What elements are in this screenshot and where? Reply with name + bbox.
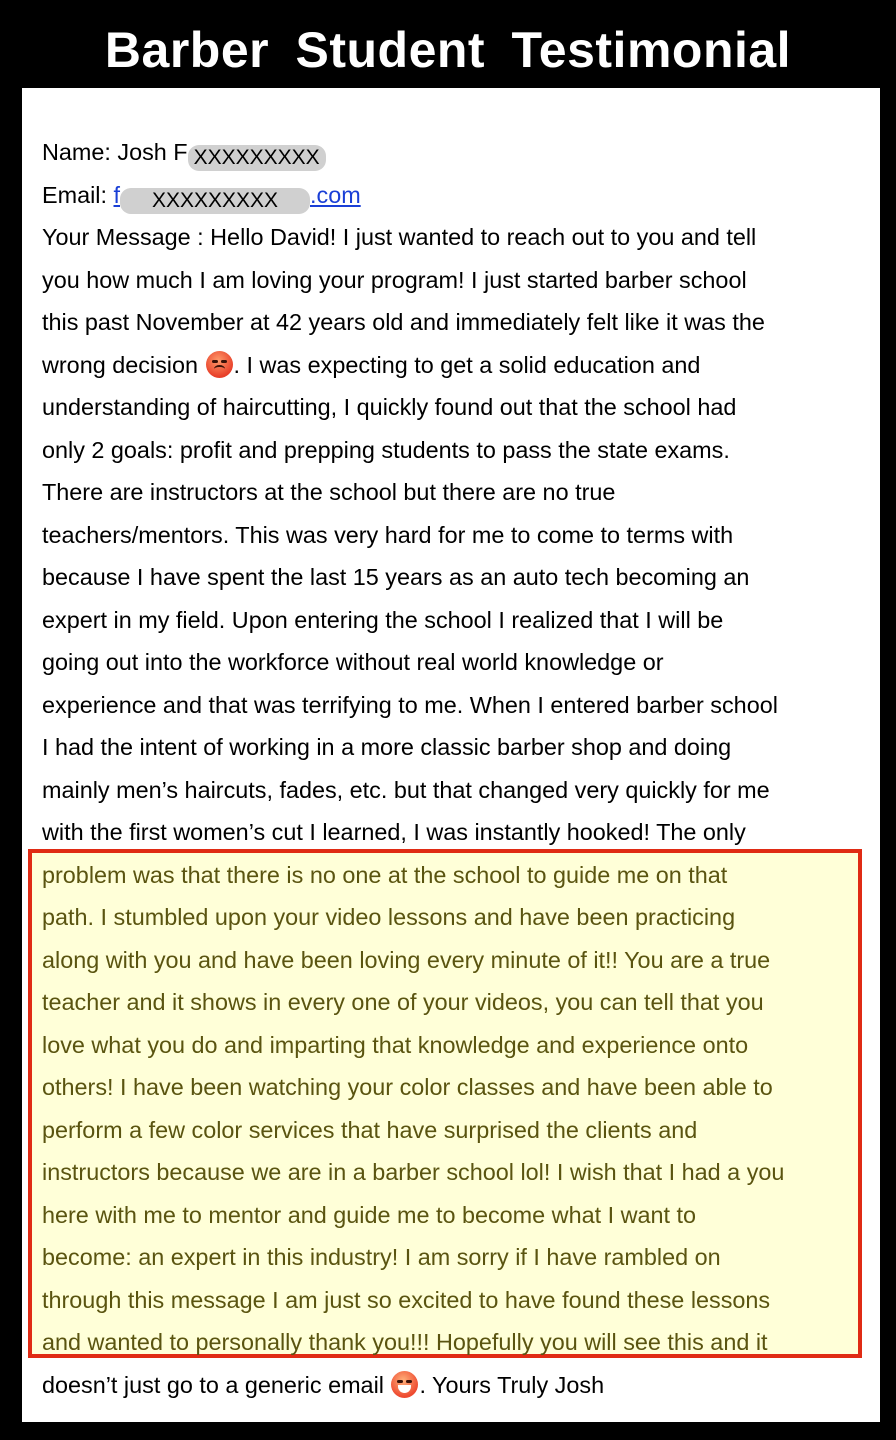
message-line: this past November at 42 years old and immediately felt like it was the [42,309,765,335]
redacted-email: XXXXXXXXX [120,188,310,214]
message-line: teachers/mentors. This was very hard for me to come to terms with [42,521,734,548]
message-line: Your Message : Hello David! I just wanted to reach out to you and tell [42,224,757,250]
disappointed-face-icon [206,351,233,378]
message-line: I had the intent of working in a more classic barber shop and doing [42,734,732,760]
closing-fragment: doesn’t just go to a generic email [42,1371,384,1398]
name-line [42,131,878,174]
email-line [42,174,878,217]
message-line: going out into the workforce without real world knowledge or [42,649,664,675]
message-line: understanding of haircutting, I quickly found out that the school had [42,394,737,420]
email-label: Email: [42,181,114,208]
highlighted-line: path. I stumbled upon your video lessons and have been practicing [42,904,736,930]
message-fragment: wrong decision [42,351,199,378]
highlighted-line: instructors because we are in a barber school lol! I wish that I had a you [42,1159,785,1185]
message-line: you how much I am loving your program! I just started barber school [42,266,747,293]
message-line: only 2 goals: profit and prepping students to pass the state exams. [42,436,730,463]
testimonial-body [42,131,878,1406]
message-line: mainly men’s haircuts, fades, etc. but that changed very quickly for me [42,776,770,803]
message-line: expert in my field. Upon entering the school I realized that I will be [42,606,724,633]
highlighted-line: others! I have been watching your color classes and have been able to [42,1074,773,1100]
highlighted-line: and wanted to personally thank you!!! Hopefully you will see this and it [42,1329,768,1355]
highlighted-line: teacher and it shows in every one of your videos, you can tell that you [42,989,764,1015]
message-line: experience and that was terrifying to me. When I entered barber school [42,691,778,718]
email-prefix: f [113,181,120,208]
closing-line [42,1364,878,1407]
highlighted-line: here with me to mentor and guide me to become what I want to [42,1201,696,1228]
page-title: Barber Student Testimonial [104,22,792,78]
name-label: Name: Josh F [42,139,188,165]
email-link[interactable] [113,181,361,212]
redacted-name: XXXXXXXXX [188,145,326,171]
highlighted-line: become: an expert in this industry! I am sorry if I have rambled on [42,1244,721,1270]
message-line [42,344,878,387]
email-suffix: .com [310,181,361,208]
highlighted-line: along with you and have been loving every minute of it!! You are a true [42,946,771,973]
highlighted-line: perform a few color services that have surprised the clients and [42,1116,698,1143]
highlighted-line: through this message I am just so excited to have found these lessons [42,1286,771,1313]
message-line: There are instructors at the school but there are no true [42,479,616,505]
message-line: with the first women’s cut I learned, I was instantly hooked! The only [42,819,746,845]
signature: . Yours Truly Josh [419,1371,605,1398]
highlighted-line: problem was that there is no one at the school to guide me on that [42,861,728,888]
message-line: because I have spent the last 15 years as an auto tech becoming an [42,564,750,590]
highlighted-line: love what you do and imparting that knowledge and experience onto [42,1031,749,1058]
grinning-face-icon [391,1371,418,1398]
message-fragment: . I was expecting to get a solid education and [233,351,701,378]
